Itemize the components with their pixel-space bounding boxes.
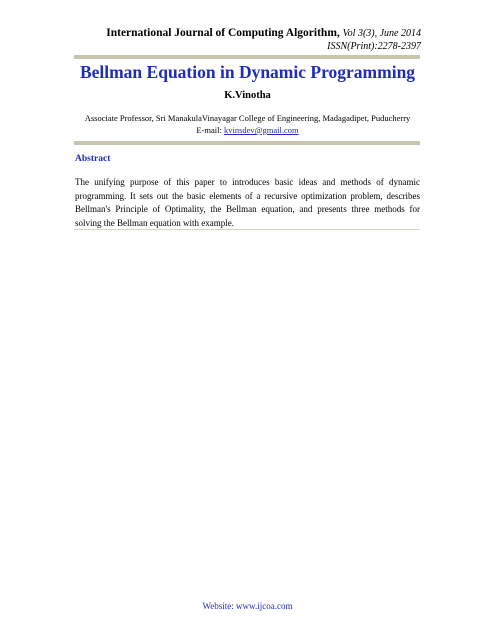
journal-volume: Vol 3(3), June 2014 — [342, 28, 421, 39]
abstract-text: The unifying purpose of this paper to introduces basic ideas and methods of dynamic programming. It sets out the basic elements of a recursive optimization problem, describes Bellman's Principle of Optimality, the Bellman equation, and presents three methods for solving the Bellman equation with example. — [75, 177, 420, 228]
author-name: K.Vinotha — [224, 90, 271, 101]
journal-name: International Journal of Computing Algorithm, — [106, 27, 340, 39]
email-label: E-mail: — [196, 125, 222, 135]
author-email-line — [0, 125, 495, 135]
abstract-heading: Abstract — [75, 154, 111, 164]
abstract-divider — [74, 141, 420, 145]
journal-issn: ISSN(Print):2278-2397 — [327, 41, 421, 52]
email-link[interactable]: kvinsdev@gmail.com — [223, 125, 299, 135]
abstract-end-divider — [74, 229, 420, 230]
footer-website[interactable]: Website: www.ijcoa.com — [202, 601, 293, 611]
header-divider — [74, 55, 420, 59]
paper-title: Bellman Equation in Dynamic Programming — [79, 62, 416, 82]
author-affiliation: Associate Professor, Sri ManakulaVinayagar College of Engineering, Madagadipet, Puducherry — [84, 113, 411, 123]
journal-header — [106, 27, 421, 39]
